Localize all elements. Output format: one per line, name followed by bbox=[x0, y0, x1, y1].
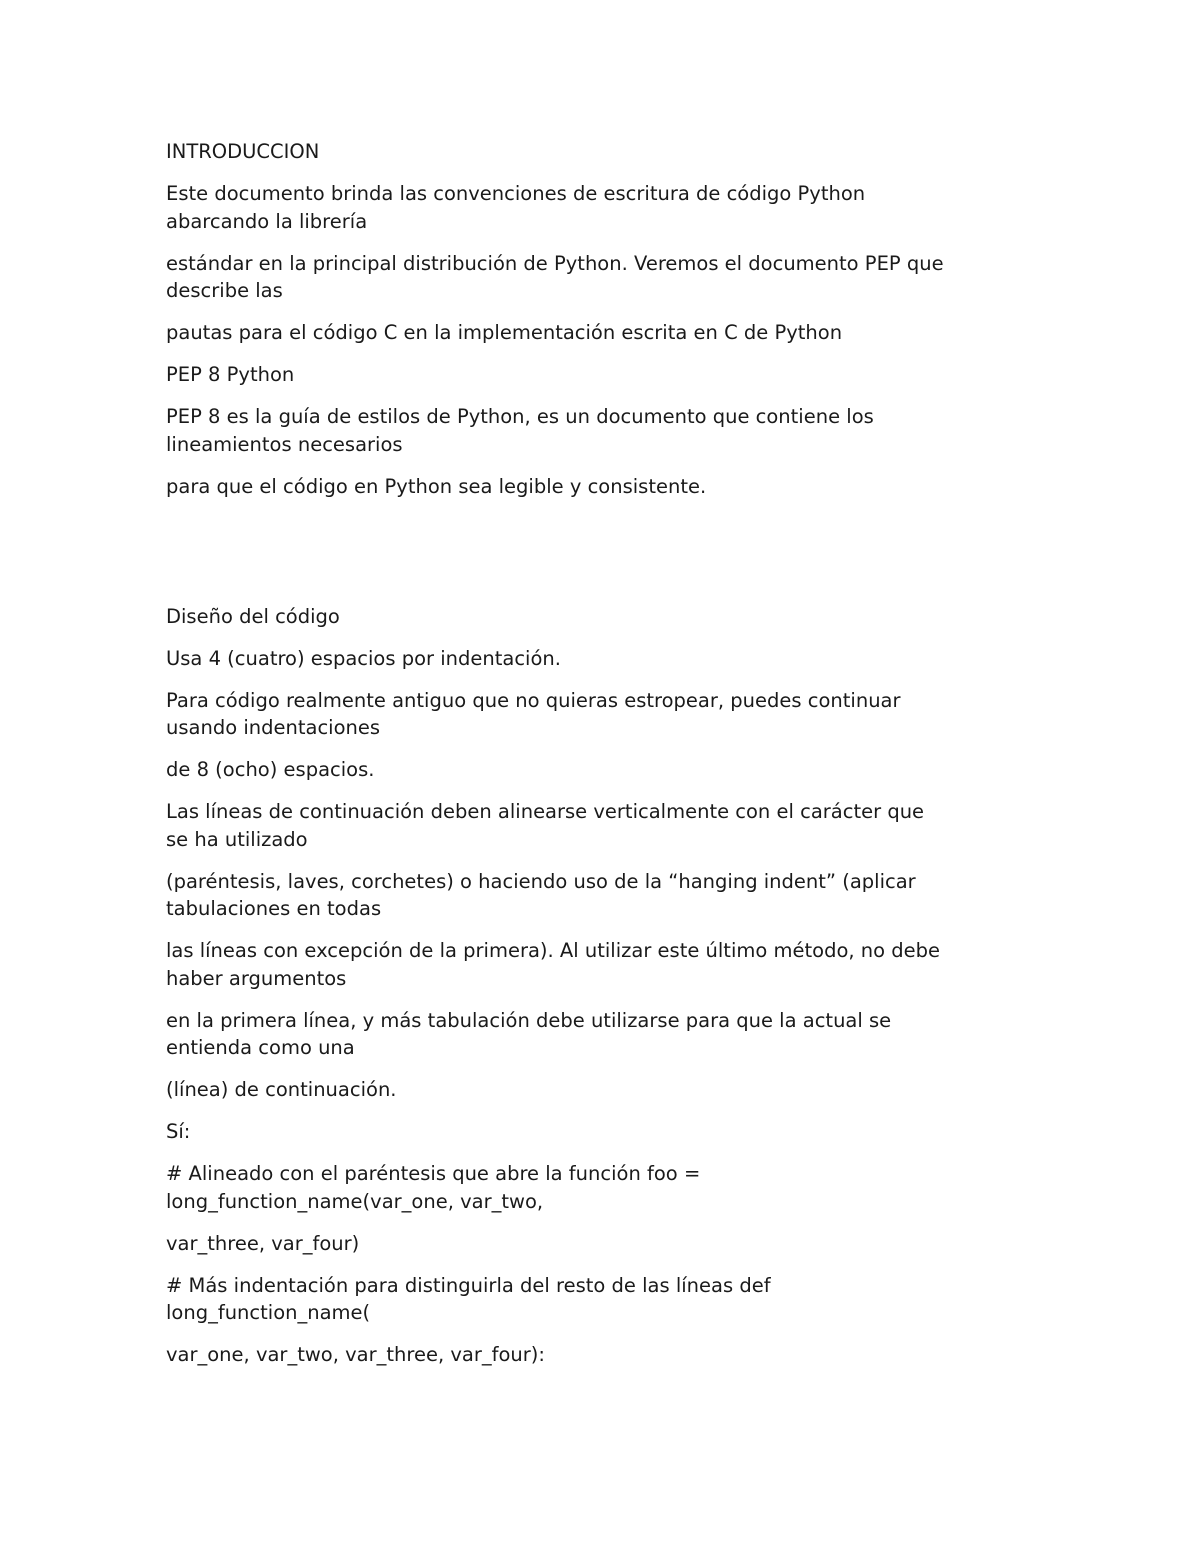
text-line: long_function_name(var_one, var_two, bbox=[166, 1189, 544, 1213]
section-heading: INTRODUCCION bbox=[166, 140, 320, 163]
text-line: PEP 8 Python bbox=[166, 363, 295, 386]
text-line: Sí: bbox=[166, 1120, 191, 1143]
paragraph bbox=[166, 645, 1046, 673]
text-line: abarcando la librería bbox=[166, 209, 368, 233]
section-body bbox=[166, 180, 1046, 500]
paragraph bbox=[166, 403, 1046, 458]
text-line: para que el código en Python sea legible y consistente. bbox=[166, 474, 707, 498]
paragraph bbox=[166, 1007, 1046, 1062]
text-line: (línea) de continuación. bbox=[166, 1078, 397, 1101]
document-page bbox=[166, 138, 1046, 1383]
text-line: # Alineado con el paréntesis que abre la función foo = bbox=[166, 1162, 701, 1185]
text-line: Para código realmente antiguo que no quieras estropear, puedes continuar bbox=[166, 688, 901, 712]
text-line: long_function_name( bbox=[166, 1301, 371, 1324]
paragraph bbox=[166, 1118, 1046, 1146]
paragraph bbox=[166, 687, 1046, 742]
text-line: tabulaciones en todas bbox=[166, 897, 382, 920]
text-line: describe las bbox=[166, 279, 283, 302]
paragraph bbox=[166, 937, 1046, 992]
section-body bbox=[166, 645, 1046, 1369]
text-line: # Más indentación para distinguirla del resto de las líneas def bbox=[166, 1273, 771, 1297]
text-line: var_one, var_two, var_three, var_four): bbox=[166, 1343, 545, 1366]
text-line: entienda como una bbox=[166, 1036, 355, 1059]
paragraph bbox=[166, 1341, 1046, 1369]
paragraph bbox=[166, 756, 1046, 784]
section-introduccion bbox=[166, 138, 1046, 500]
paragraph bbox=[166, 361, 1046, 389]
blank-space bbox=[166, 515, 1046, 603]
text-line: PEP 8 es la guía de estilos de Python, es un documento que contiene los bbox=[166, 405, 874, 428]
text-line: pautas para el código C en la implementación escrita en C de Python bbox=[166, 321, 843, 344]
paragraph bbox=[166, 319, 1046, 347]
paragraph bbox=[166, 180, 1046, 235]
text-line: las líneas con excepción de la primera). Al utilizar este último método, no debe bbox=[166, 939, 941, 962]
text-line: de 8 (ocho) espacios. bbox=[166, 758, 375, 781]
text-line: Las líneas de continuación deben alinearse verticalmente con el carácter que bbox=[166, 800, 925, 823]
text-line: Este documento brinda las convenciones de escritura de código Python bbox=[166, 182, 866, 205]
text-line: usando indentaciones bbox=[166, 716, 381, 739]
paragraph bbox=[166, 868, 1046, 923]
paragraph bbox=[166, 1160, 1046, 1215]
text-line: lineamientos necesarios bbox=[166, 432, 403, 456]
text-line: estándar en la principal distribución de Python. Veremos el documento PEP que bbox=[166, 251, 944, 275]
paragraph bbox=[166, 1076, 1046, 1104]
paragraph bbox=[166, 250, 1046, 305]
paragraph bbox=[166, 473, 1046, 501]
paragraph bbox=[166, 798, 1046, 853]
paragraph bbox=[166, 1272, 1046, 1327]
section-diseno-codigo bbox=[166, 603, 1046, 1369]
text-line: haber argumentos bbox=[166, 966, 347, 990]
section-heading: Diseño del código bbox=[166, 604, 340, 628]
text-line: se ha utilizado bbox=[166, 827, 308, 851]
paragraph bbox=[166, 1230, 1046, 1258]
text-line: en la primera línea, y más tabulación debe utilizarse para que la actual se bbox=[166, 1008, 892, 1032]
text-line: var_three, var_four) bbox=[166, 1231, 360, 1255]
text-line: Usa 4 (cuatro) espacios por indentación. bbox=[166, 646, 561, 670]
text-line: (paréntesis, laves, corchetes) o haciendo uso de la “hanging indent” (aplicar bbox=[166, 869, 916, 893]
